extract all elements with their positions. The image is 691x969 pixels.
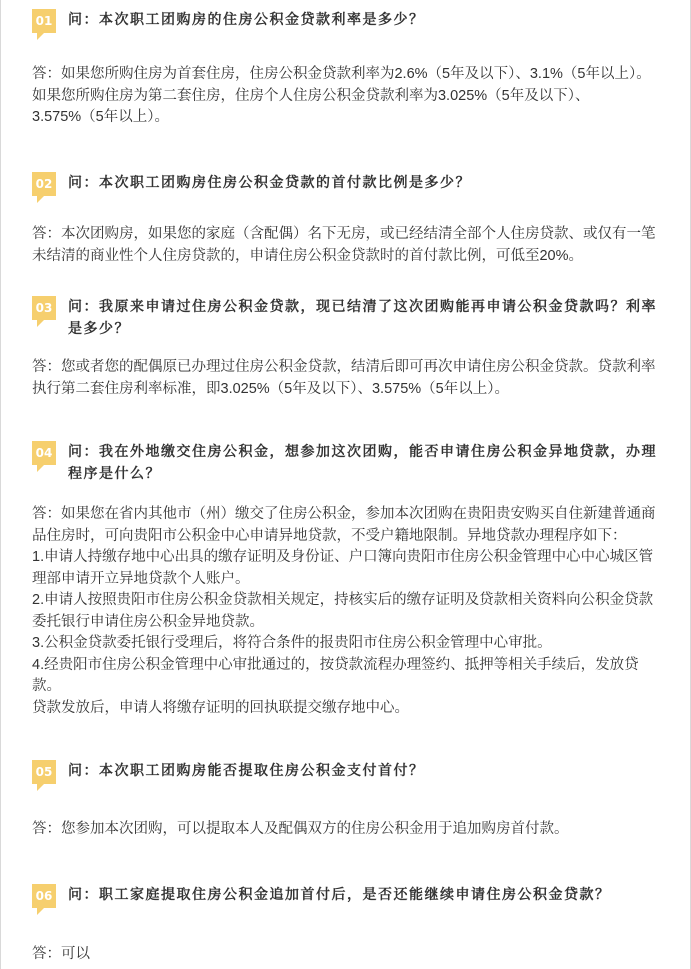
question-row [32,760,684,784]
number-badge: 05 [32,760,56,784]
answer-text: 答：您或者您的配偶原已办理过住房公积金贷款，结清后即可再次申请住房公积金贷款。贷款利率执行第二套住房利率标准，即3.025%（5年及以下）、3.575%（5年以上）。 [32,359,656,397]
answer-text: 答：本次团购房，如果您的家庭（含配偶）名下无房，或已经结清全部个人住房贷款、或仅有一笔未结清的商业性个人住房贷款的，申请住房公积金贷款时的首付款比例，可低至20%。 [32,226,656,264]
answer-text: 答：您参加本次团购，可以提取本人及配偶双方的住房公积金用于追加购房首付款。 [32,821,569,837]
question-text: 问：本次职工团购房的住房公积金贷款利率是多少？ [68,12,425,28]
number-badge: 03 [32,296,56,320]
question-text: 问：职工家庭提取住房公积金追加首付后，是否还能继续申请住房公积金贷款？ [68,887,611,903]
question-row [32,296,684,340]
question-row [32,884,684,908]
question-text: 问：本次职工团购房住房公积金贷款的首付款比例是多少？ [68,175,471,191]
number-badge: 02 [32,172,56,196]
question-row [32,172,684,196]
question-text: 问：我原来申请过住房公积金贷款，现已结清了这次团购能再申请公积金贷款吗？利率是多少？ [68,299,657,337]
number-badge: 01 [32,9,56,33]
question-text: 问：本次职工团购房能否提取住房公积金支付首付？ [68,763,425,779]
question-text: 问：我在外地缴交住房公积金，想参加这次团购，能否申请住房公积金异地贷款，办理程序是什么？ [68,444,657,482]
answer-text: 答：可以 [32,946,90,962]
answer-text: 答：如果您在省内其他市（州）缴交了住房公积金，参加本次团购在贵阳贵安购买自住新建普通商品住房时，可向贵阳市公积金中心申请异地贷款，不受户籍地限制。异地贷款办理程序如下： 1.申请人持缴存地中心出具的缴存证明及身份证、户口簿向贵阳市住房公积金管理中心中心城区管理部申请开立异地贷款个人账户。 2.申请人按照贵阳市住房公积金贷款相关规定，持核实后的缴存证明及贷款相关资料向公积金贷款委托银行申请住房公积金异地贷款。 3.公积金贷款委托银行受理后，将符合条件的报贵阳市住房公积金管理中心审批。 4.经贵阳市住房公积金管理中心审批通过的，按贷款流程办理签约、抵押等相关手续后，发放贷款。 贷款发放后，申请人将缴存证明的回执联提交缴存地中心。 [32,506,656,716]
answer-text: 答：如果您所购住房为首套住房，住房公积金贷款利率为2.6%（5年及以下）、3.1%（5年以上）。如果您所购住房为第二套住房，住房个人住房公积金贷款利率为3.025%（5年及以下）、3.575%（5年以上）。 [32,66,651,125]
question-row [32,9,684,33]
number-badge: 04 [32,441,56,465]
number-badge: 06 [32,884,56,908]
question-row [32,441,684,485]
